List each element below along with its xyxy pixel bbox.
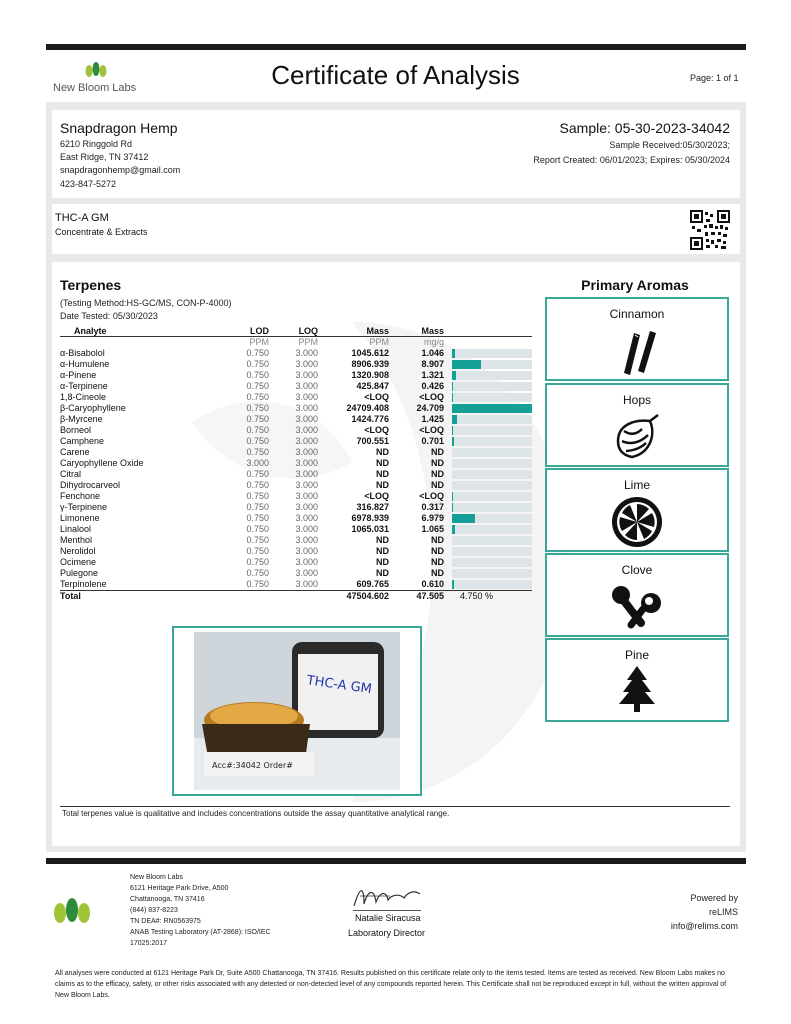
bar-fill [452, 580, 454, 589]
analyte-name: Ocimene [60, 557, 97, 567]
mass-ppm: 609.765 [356, 579, 389, 589]
table-row [60, 535, 532, 546]
mass-ppm: ND [375, 535, 389, 545]
bar-cell [448, 568, 532, 579]
mass-ppm: 1065.031 [351, 524, 389, 534]
lod-value: 0.750 [246, 557, 270, 567]
client-email: snapdragonhemp@gmail.com [60, 165, 181, 175]
loq-value: 3.000 [295, 458, 319, 468]
bar-track [452, 547, 532, 556]
bar-fill [452, 404, 532, 413]
table-row [60, 557, 532, 568]
table-row [60, 546, 532, 557]
lod-value: 0.750 [246, 392, 270, 402]
client-address-1: 6210 Ringgold Rd [60, 139, 133, 149]
table-row [60, 447, 532, 458]
bar-fill [452, 492, 453, 501]
mass-mg: 1.046 [421, 348, 444, 358]
bar-fill [452, 349, 455, 358]
analyte-name: Linalool [60, 524, 92, 534]
lod-value: 0.750 [246, 579, 270, 589]
product-panel [52, 204, 740, 254]
disclaimer: All analyses were conducted at 6121 Heritage Park Dr, Suite A500 Chattanooga, TN 37416. Results published on this certificate relate only to the items tested. Items are tested as received. New Bloom Labs makes no claims as to the efficacy, safety, or other risks associated with any detected or non-detected level of any compounds reported herein. This Certificate shall not be reproduced except in full, without the written approval of New Bloom Labs. [55, 970, 727, 999]
unit-cell: PPM [298, 337, 319, 347]
lab-iso: 17025:2017 [130, 940, 167, 947]
lab-name: New Bloom Labs [130, 874, 183, 881]
analyte-name: Terpinolene [60, 579, 107, 589]
aroma-label: Lime [623, 478, 650, 492]
col-bar [448, 325, 532, 337]
bar-track [452, 382, 532, 391]
bar-cell [448, 436, 532, 447]
mass-ppm: 316.827 [356, 502, 389, 512]
bar-cell [448, 491, 532, 502]
bar-track [452, 569, 532, 578]
client-name: Snapdragon Hemp [60, 120, 178, 136]
lod-value: 0.750 [246, 403, 270, 413]
product-category: Concentrate & Extracts [55, 227, 148, 237]
aroma-clove [545, 553, 729, 637]
mass-mg: ND [430, 447, 444, 457]
table-row [60, 513, 532, 524]
col-mass-ppm: Mass [322, 325, 393, 337]
bar-track [452, 580, 532, 589]
mass-ppm: 1320.908 [351, 370, 389, 380]
primary-aromas-title: Primary Aromas [581, 277, 689, 293]
bar-cell [448, 359, 532, 370]
lod-value: 0.750 [246, 381, 270, 391]
mass-mg: 1.065 [421, 524, 444, 534]
analyte-name: Pulegone [60, 568, 99, 578]
units-blank [60, 337, 224, 349]
bar-cell [448, 414, 532, 425]
client-address-2: East Ridge, TN 37412 [60, 152, 149, 162]
analyte-name: α-Terpinene [60, 381, 108, 391]
loq-value: 3.000 [295, 579, 319, 589]
lod-value: 0.750 [246, 359, 270, 369]
loq-value: 3.000 [295, 447, 319, 457]
table-row [60, 491, 532, 502]
product-name: THC-A GM [55, 212, 109, 224]
clove-icon [607, 581, 667, 631]
aroma-hops [545, 383, 729, 467]
bar-track [452, 426, 532, 435]
bar-track [452, 492, 532, 501]
aroma-label: Pine [624, 648, 650, 662]
bar-cell [448, 524, 532, 535]
date-tested: Date Tested: 05/30/2023 [60, 311, 158, 321]
mass-ppm: ND [375, 480, 389, 490]
mass-ppm: <LOQ [364, 491, 389, 501]
loq-value: 3.000 [295, 359, 319, 369]
signatory-title: Laboratory Director [348, 928, 426, 938]
bar-cell [448, 546, 532, 557]
mass-mg: 0.610 [421, 579, 444, 589]
loq-value: 3.000 [295, 546, 319, 556]
hops-icon [610, 411, 664, 461]
loq-value: 3.000 [295, 414, 319, 424]
qr-code-icon[interactable] [690, 210, 730, 250]
mass-ppm: ND [375, 458, 389, 468]
analyte-name: Fenchone [60, 491, 101, 501]
sample-received: Sample Received:05/30/2023; [609, 140, 730, 150]
table-row [60, 568, 532, 579]
analyte-name: Menthol [60, 535, 93, 545]
lod-value: 0.750 [246, 502, 270, 512]
mass-mg: 1.425 [421, 414, 444, 424]
loq-value: 3.000 [295, 436, 319, 446]
loq-value: 3.000 [295, 370, 319, 380]
bar-track [452, 437, 532, 446]
bar-fill [452, 393, 453, 402]
mass-mg: ND [430, 557, 444, 567]
bar-track [452, 459, 532, 468]
bar-cell [448, 381, 532, 392]
table-row [60, 370, 532, 381]
footnote-rule [60, 806, 730, 807]
bar-track [452, 393, 532, 402]
table-row [60, 348, 532, 359]
page-title: Certificate of Analysis [271, 60, 520, 90]
aroma-label: Clove [621, 563, 653, 577]
mass-ppm: ND [375, 447, 389, 457]
loq-value: 3.000 [295, 480, 319, 490]
analyte-name: Limonene [60, 513, 100, 523]
table-row [60, 414, 532, 425]
total-mg: 47.505 [393, 591, 448, 603]
aroma-pine [545, 638, 729, 722]
lab-phone: (844) 837-8223 [130, 907, 178, 914]
mass-ppm: 1045.612 [351, 348, 389, 358]
lod-value: 0.750 [246, 469, 270, 479]
jar-lid-label: THC-A GM [305, 673, 373, 698]
loq-value: 3.000 [295, 425, 319, 435]
unit-cell: mg/g [423, 337, 444, 347]
bar-track [452, 525, 532, 534]
lime-icon [610, 496, 664, 550]
unit-cell: PPM [369, 337, 389, 347]
mass-ppm: ND [375, 469, 389, 479]
total-ppm: 47504.602 [322, 591, 393, 603]
mass-mg: 6.979 [421, 513, 444, 523]
aroma-label: Hops [622, 393, 651, 407]
header-logo-text: New Bloom Labs [53, 82, 137, 94]
table-row [60, 425, 532, 436]
lod-value: 0.750 [246, 491, 270, 501]
total-row [60, 591, 532, 603]
lod-value: 0.750 [246, 414, 270, 424]
bar-cell [448, 425, 532, 436]
bar-track [452, 415, 532, 424]
bar-cell [448, 513, 532, 524]
bar-fill [452, 503, 453, 512]
mass-ppm: <LOQ [364, 392, 389, 402]
analyte-name: Citral [60, 469, 82, 479]
loq-value: 3.000 [295, 491, 319, 501]
analyte-name: 1,8-Cineole [60, 392, 107, 402]
col-mass-mg: Mass [393, 325, 448, 337]
loq-value: 3.000 [295, 513, 319, 523]
mass-ppm: 24709.408 [346, 403, 389, 413]
lab-dea: TN DEA#: RN0563975 [130, 918, 201, 925]
table-row [60, 436, 532, 447]
bar-cell [448, 480, 532, 491]
loq-value: 3.000 [295, 392, 319, 402]
loq-value: 3.000 [295, 348, 319, 358]
bar-track [452, 404, 532, 413]
mass-ppm: 425.847 [356, 381, 389, 391]
analyte-name: Dihydrocarveol [60, 480, 121, 490]
mass-mg: 0.317 [421, 502, 444, 512]
pine-tree-icon [617, 666, 657, 712]
total-percent: 4.750 % [448, 591, 532, 603]
analyte-name: α-Pinene [60, 370, 97, 380]
loq-value: 3.000 [295, 535, 319, 545]
table-row [60, 480, 532, 491]
lab-address-1: 6121 Heritage Park Drive, A500 [130, 885, 229, 892]
lod-value: 0.750 [246, 447, 270, 457]
bar-cell [448, 502, 532, 513]
cinnamon-icon [612, 325, 662, 375]
table-row [60, 458, 532, 469]
page-number: Page: 1 of 1 [690, 73, 739, 83]
table-row [60, 359, 532, 370]
bar-track [452, 536, 532, 545]
bar-fill [452, 426, 453, 435]
bar-fill [452, 382, 453, 391]
analyte-name: Carene [60, 447, 90, 457]
bar-track [452, 448, 532, 457]
aroma-cinnamon [545, 297, 729, 381]
unit-cell: PPM [249, 337, 270, 347]
mass-mg: 24.709 [416, 403, 444, 413]
mass-mg: 0.701 [421, 436, 444, 446]
bar-track [452, 371, 532, 380]
bar-track [452, 349, 532, 358]
col-lod: LOD [224, 325, 273, 337]
table-row [60, 524, 532, 535]
signatory-name: Natalie Siracusa [355, 913, 421, 923]
mass-mg: ND [430, 469, 444, 479]
table-row [60, 579, 532, 591]
aroma-label: Cinnamon [609, 307, 665, 321]
col-loq: LOQ [273, 325, 322, 337]
powered-email[interactable]: info@relims.com [670, 921, 738, 931]
mass-mg: ND [430, 568, 444, 578]
terpene-footnote: Total terpenes value is qualitative and includes concentrations outside the assay quantitative analytical range. [62, 809, 450, 818]
mass-mg: <LOQ [419, 425, 444, 435]
mass-mg: 0.426 [421, 381, 444, 391]
mass-mg: 8.907 [421, 359, 444, 369]
lod-value: 0.750 [246, 370, 270, 380]
lod-value: 0.750 [246, 480, 270, 490]
analyte-name: Camphene [60, 436, 105, 446]
lod-value: 0.750 [246, 546, 270, 556]
bar-fill [452, 360, 481, 369]
mass-ppm: <LOQ [364, 425, 389, 435]
table-row [60, 403, 532, 414]
mass-mg: <LOQ [419, 392, 444, 402]
loq-value: 3.000 [295, 469, 319, 479]
jar-sticker-label: Acc#:34042 Order# [212, 761, 293, 770]
mass-mg: 1.321 [421, 370, 444, 380]
bar-track [452, 558, 532, 567]
mass-ppm: ND [375, 557, 389, 567]
units-row [60, 337, 532, 349]
bar-cell [448, 579, 532, 591]
loq-value: 3.000 [295, 403, 319, 413]
mass-ppm: ND [375, 546, 389, 556]
mass-mg: ND [430, 458, 444, 468]
bar-cell [448, 447, 532, 458]
lod-value: 0.750 [246, 348, 270, 358]
report-created: Report Created: 06/01/2023; Expires: 05/30/2024 [533, 155, 730, 165]
bar-cell [448, 370, 532, 381]
bar-fill [452, 514, 475, 523]
bar-fill [452, 415, 457, 424]
lab-anab: ANAB Testing Laboratory (AT-2868): ISO/IEC [130, 929, 271, 936]
analyte-name: Caryophyllene Oxide [60, 458, 144, 468]
lod-value: 0.750 [246, 436, 270, 446]
lod-value: 0.750 [246, 568, 270, 578]
bar-cell [448, 458, 532, 469]
analyte-name: β-Caryophyllene [60, 403, 126, 413]
lod-value: 0.750 [246, 425, 270, 435]
terpenes-table [60, 325, 532, 602]
lab-address-2: Chattanooga, TN 37416 [130, 896, 205, 903]
analyte-name: Nerolidol [60, 546, 96, 556]
col-analyte: Analyte [60, 325, 224, 337]
mass-ppm: 700.551 [356, 436, 389, 446]
sample-photo-frame [172, 626, 422, 796]
bar-cell [448, 348, 532, 359]
bar-cell [448, 403, 532, 414]
top-rule [46, 44, 746, 50]
bar-track [452, 470, 532, 479]
bar-track [452, 514, 532, 523]
table-row [60, 469, 532, 480]
analyte-name: α-Humulene [60, 359, 110, 369]
bar-fill [452, 437, 454, 446]
testing-method: (Testing Method:HS-GC/MS, CON-P-4000) [60, 298, 232, 308]
table-row [60, 502, 532, 513]
bar-fill [452, 525, 455, 534]
mass-ppm: 6978.939 [351, 513, 389, 523]
analyte-name: Borneol [60, 425, 92, 435]
bar-cell [448, 535, 532, 546]
table-row [60, 392, 532, 403]
mass-ppm: 8906.939 [351, 359, 389, 369]
aroma-lime [545, 468, 729, 552]
mass-mg: ND [430, 546, 444, 556]
sample-id: Sample: 05-30-2023-34042 [559, 120, 730, 136]
loq-value: 3.000 [295, 557, 319, 567]
analyte-name: α-Bisabolol [60, 348, 105, 358]
lod-value: 0.750 [246, 535, 270, 545]
bar-track [452, 503, 532, 512]
sample-jar-photo [174, 628, 420, 794]
lod-value: 3.000 [246, 458, 270, 468]
total-label: Total [60, 591, 224, 603]
bar-track [452, 481, 532, 490]
mass-mg: ND [430, 535, 444, 545]
bar-cell [448, 557, 532, 568]
table-row [60, 381, 532, 392]
loq-value: 3.000 [295, 502, 319, 512]
analyte-name: β-Myrcene [60, 414, 103, 424]
powered-by: Powered by [690, 893, 738, 903]
loq-value: 3.000 [295, 568, 319, 578]
bar-cell [448, 469, 532, 480]
footer-rule [46, 858, 746, 864]
terpenes-title: Terpenes [60, 277, 122, 293]
client-phone: 423-847-5272 [60, 179, 117, 189]
bar-fill [452, 371, 456, 380]
mass-mg: ND [430, 480, 444, 490]
mass-mg: <LOQ [419, 491, 444, 501]
bar-track [452, 360, 532, 369]
loq-value: 3.000 [295, 381, 319, 391]
mass-ppm: ND [375, 568, 389, 578]
lod-value: 0.750 [246, 524, 270, 534]
bar-cell [448, 392, 532, 403]
lod-value: 0.750 [246, 513, 270, 523]
mass-ppm: 1424.776 [351, 414, 389, 424]
powered-brand: reLIMS [708, 907, 738, 917]
analyte-name: γ-Terpinene [60, 502, 108, 512]
loq-value: 3.000 [295, 524, 319, 534]
